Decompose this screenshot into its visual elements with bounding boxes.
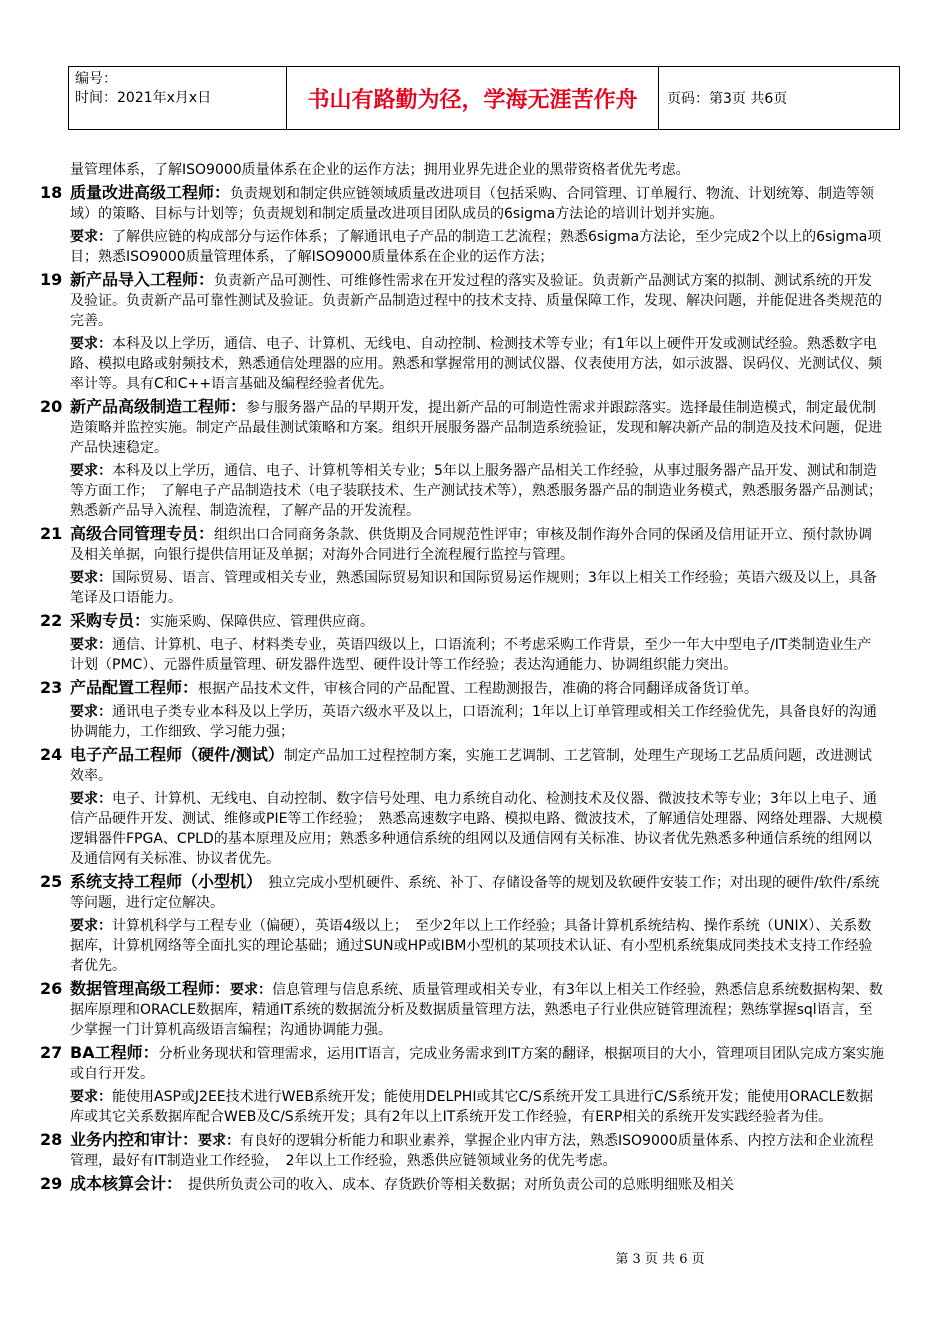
entry-title: 电子产品工程师（硬件/测试） <box>70 745 284 764</box>
entry-26 <box>40 979 885 1040</box>
requirement-label: 要求： <box>70 704 112 720</box>
requirement-text: 本科及以上学历，通信、电子、计算机等相关专业；5年以上服务器产品相关工作经验，从事过服务器产品开发、测试和制造等方面工作； 了解电子产品制造技术（电子装联技术、生产测试技术等），熟悉服务器产品的制造业务模式，熟悉服务器产品测试；熟悉新产品导入流程、制造流程，了解产品的开发流程。 <box>70 463 882 519</box>
entry-24 <box>40 745 885 869</box>
entry-number: 20 <box>40 397 63 416</box>
entry-number: 22 <box>40 611 63 630</box>
entry-title: 业务内控和审计： <box>70 1130 199 1149</box>
requirement-text: 电子、计算机、无线电、自动控制、数字信号处理、电力系统自动化、检测技术及仪器、微波技术等专业；3年以上电子、通信产品硬件开发、测试、维修或PIE等工作经验； 熟悉高速数字电路、模拟电路、微波技术，了解通信处理器、网络处理器、大规模逻辑器件FPGA、CPLD的基本原理及应用；熟悉多种通信系统的组网以及通信网有关标准、协议者优先熟悉多种通信系统的组网以及通信网有关标准、协议者优先。 <box>70 791 883 867</box>
entry-body: 负责新产品可测性、可维修性需求在开发过程的落实及验证。负责新产品测试方案的拟制、测试系统的开发及验证。负责新产品可靠性测试及验证。负责新产品制造过程中的技术支持、质量保障工作，发现、解决问题，并能促进各类规范的完善。 <box>70 273 882 329</box>
entry-title: 高级合同管理专员： <box>70 524 215 543</box>
intro-paragraph: 量管理体系，了解ISO9000质量体系在企业的运作方法；拥用业界先进企业的黑带资格者优先考虑。 <box>70 162 690 178</box>
entry-28 <box>40 1130 885 1171</box>
entry-body: 提供所负责公司的收入、成本、存货跌价等相关数据；对所负责公司的总账明细账及相关 <box>174 1177 735 1193</box>
entry-number: 24 <box>40 745 63 764</box>
requirement-label: 要求： <box>70 791 112 807</box>
entry-body: 负责规划和制定供应链领域质量改进项目（包括采购、合同管理、订单履行、物流、计划统筹、制造等领域）的策略、目标与计划等；负责规划和制定质量改进项目团队成员的6sigma方法论的培训计划并实施。 <box>70 186 875 222</box>
entry-title: 新产品高级制造工程师： <box>70 397 247 416</box>
entry-23 <box>40 678 885 742</box>
entry-title: 质量改进高级工程师： <box>70 183 231 202</box>
entry-body: 制定产品加工过程控制方案，实施工艺调制、工艺管制，处理生产现场工艺品质问题，改进测试效率。 <box>70 748 872 784</box>
entry-number: 29 <box>40 1174 63 1193</box>
entry-title: 成本核算会计： <box>70 1174 175 1193</box>
entry-body: 参与服务器产品的早期开发，提出新产品的可制造性需求并跟踪落实。选择最佳制造模式，制定最优制造策略并监控实施。制定产品最佳测试策略和方案。组织开展服务器产品制造系统验证，发现和解决新产品的制造及技术问题，促进产品快速稳定。 <box>70 400 882 456</box>
entry-body: 根据产品技术文件，审核合同的产品配置、工程勘测报告，准确的将合同翻译成备货订单。 <box>198 681 759 697</box>
entry-number: 28 <box>40 1130 63 1149</box>
entry-body: 实施采购、保障供应、管理供应商。 <box>150 614 375 630</box>
entry-body: 分析业务现状和管理需求，运用IT语言，完成业务需求到IT方案的翻译，根据项目的大小，管理项目团队完成方案实施或自行开发。 <box>70 1046 884 1082</box>
entry-body: 独立完成小型机硬件、系统、补丁、存储设备等的规划及软硬件安装工作；对出现的硬件/软件/系统等问题，进行定位解决。 <box>70 875 880 911</box>
entry-title: 新产品导入工程师： <box>70 270 215 289</box>
entry-number: 26 <box>40 979 63 998</box>
entry-27 <box>40 1043 885 1127</box>
requirement-label: 要求： <box>70 918 112 934</box>
requirement-label: 要求： <box>70 570 112 586</box>
entry-number: 21 <box>40 524 63 543</box>
entry-20 <box>40 397 885 521</box>
header-motto: 书山有路勤为径，学海无涯苦作舟 <box>287 67 659 129</box>
entry-21 <box>40 524 885 608</box>
page-header <box>68 66 900 130</box>
entry-title: 采购专员： <box>70 611 151 630</box>
entry-title: 数据管理高级工程师： <box>70 979 231 998</box>
entry-25 <box>40 872 885 976</box>
requirement-text: 有良好的逻辑分析能力和职业素养，掌握企业内审方法，熟悉ISO9000质量体系、内控方法和企业流程管理，最好有IT制造业工作经验， 2年以上工作经验，熟悉供应链领域业务的优先考虑。 <box>70 1133 874 1169</box>
requirement-label: 要求： <box>230 982 273 998</box>
requirement-label: 要求： <box>70 1089 112 1105</box>
entry-title: 产品配置工程师： <box>70 678 199 697</box>
entry-19 <box>40 270 885 394</box>
requirement-text: 了解供应链的构成部分与运作体系；了解通讯电子产品的制造工艺流程；熟悉6sigma方法论，至少完成2个以上的6sigma项目；熟悉ISO9000质量管理体系，了解ISO9000质量体系在企业的运作方法； <box>70 229 882 265</box>
requirement-label: 要求： <box>70 229 112 245</box>
entry-title: BA工程师： <box>70 1043 159 1062</box>
document-body <box>40 160 885 1198</box>
requirement-label: 要求： <box>70 463 112 479</box>
entry-title: 系统支持工程师（小型机） <box>70 872 255 891</box>
entry-18 <box>40 183 885 267</box>
requirement-text: 通讯电子类专业本科及以上学历，英语六级水平及以上，口语流利；1年以上订单管理或相关工作经验优先，具备良好的沟通协调能力，工作细致、学习能力强； <box>70 704 877 740</box>
page-footer <box>0 1248 950 1267</box>
header-page-info: 页码：第3页 共6页 <box>667 91 788 107</box>
requirement-label: 要求： <box>70 637 112 653</box>
requirement-text: 通信、计算机、电子、材料类专业，英语四级以上，口语流利；不考虑采购工作背景，至少一年大中型电子/IT类制造业生产计划（PMC）、元器件质量管理、研发器件选型、硬件设计等工作经验；表达沟通能力、协调组织能力突出。 <box>70 637 872 673</box>
entry-22 <box>40 611 885 675</box>
entry-number: 27 <box>40 1043 63 1062</box>
entry-number: 19 <box>40 270 63 289</box>
requirement-label: 要求： <box>198 1133 241 1149</box>
number-label: 编号： <box>75 71 117 87</box>
entry-29 <box>40 1174 885 1195</box>
entry-body: 组织出口合同商务条款、供货期及合同规范性评审；审核及制作海外合同的保函及信用证开立、预付款协调及相关单据，向银行提供信用证及单据；对海外合同进行全流程履行监控与管理。 <box>70 527 873 563</box>
entry-number: 23 <box>40 678 63 697</box>
requirement-text: 计算机科学与工程专业（偏硬），英语4级以上； 至少2年以上工作经验；具备计算机系统结构、操作系统（UNIX）、关系数据库，计算机网络等全面扎实的理论基础；通过SUN或HP或IBM小型机的某项技术认证、有小型机系统集成同类技术支持工作经验者优先。 <box>70 918 873 974</box>
requirement-text: 本科及以上学历，通信、电子、计算机、无线电、自动控制、检测技术等专业；有1年以上硬件开发或测试经验。熟悉数字电路、模拟电路或射频技术，熟悉通信处理器的应用。熟悉和掌握常用的测试仪器、仪表使用方法，如示波器、误码仪、光测试仪、频率计等。具有C和C++语言基础及编程经验者优先。 <box>70 336 882 392</box>
entry-number: 25 <box>40 872 63 891</box>
time-label: 时间：2021年x月x日 <box>75 90 212 106</box>
requirement-text: 国际贸易、语言、管理或相关专业，熟悉国际贸易知识和国际贸易运作规则；3年以上相关工作经验；英语六级及以上，具备笔译及口语能力。 <box>70 570 877 606</box>
requirement-text: 信息管理与信息系统、质量管理或相关专业，有3年以上相关工作经验，熟悉信息系统数据构架、数据库原理和ORACLE数据库，精通IT系统的数据流分析及数据质量管理方法，熟悉电子行业供应链管理流程；熟练掌握sql语言，至少掌握一门计算机高级语言编程；沟通协调能力强。 <box>70 982 883 1038</box>
entry-number: 18 <box>40 183 63 202</box>
header-meta <box>69 67 287 129</box>
requirement-text: 能使用ASP或J2EE技术进行WEB系统开发；能使用DELPHI或其它C/S系统开发工具进行C/S系统开发；能使用ORACLE数据库或其它关系数据库配合WEB及C/S系统开发；具有2年以上IT系统开发工作经验，有ERP相关的系统开发实践经验者为佳。 <box>70 1089 874 1125</box>
footer-page-number: 第 3 页 共 6 页 <box>615 1252 705 1267</box>
requirement-label: 要求： <box>70 336 112 352</box>
